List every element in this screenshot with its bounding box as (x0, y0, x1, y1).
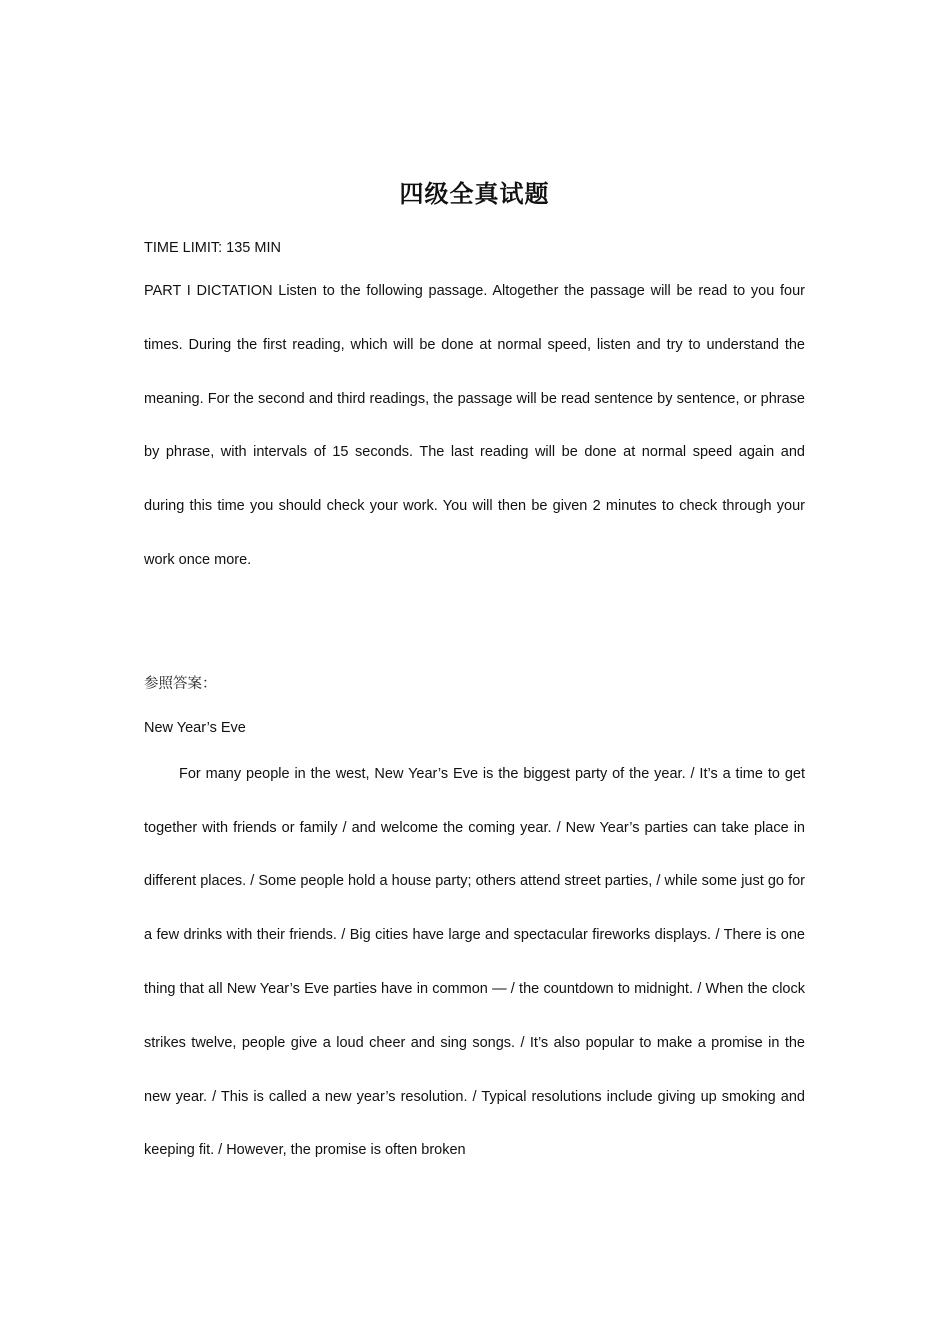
time-limit: TIME LIMIT: 135 MIN (144, 240, 281, 256)
answer-label: 参照答案： (144, 675, 217, 692)
section-spacer (144, 588, 805, 674)
dictation-instructions: PART I DICTATION Listen to the following passage. Altogether the passage will be read to you four times. During the first reading, which will be done at normal speed, listen and try to understand the meaning. For the second and third readings, the passage will be read sentence by sentence, or phrase by phrase, with intervals of 15 seconds. The last reading will be done at normal speed again and during this time you should check your work. You will then be given 2 minutes to check through your work once more. (144, 283, 805, 568)
passage-text: For many people in the west, New Year’s Eve is the biggest party of the year. / It’s a time to get together with friends or family / and welcome the coming year. / New Year’s parties can take place in different places. / Some people hold a house party; others attend street parties, / while some just go for a few drinks with their friends. / Big cities have large and spectacular fireworks displays. / There is one thing that all New Year’s Eve parties have in common — / the countdown to midnight. / When the clock strikes twelve, people give a loud cheer and sing songs. / It’s also popular to make a promise in the new year. / This is called a new year’s resolution. / Typical resolutions include giving up smoking and keeping fit. / However, the promise is often broken (144, 765, 805, 1159)
document-title: 四级全真试题 (399, 179, 550, 208)
page-content (144, 172, 805, 1178)
passage-title: New Year’s Eve (144, 719, 246, 736)
